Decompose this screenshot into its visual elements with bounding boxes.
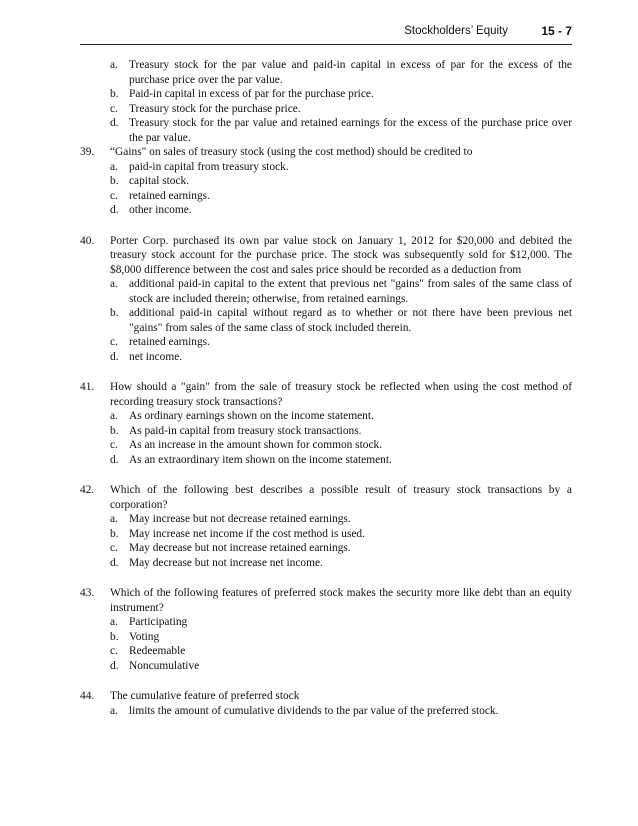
option-letter: d. [110,453,119,466]
question-number: 43. [80,587,95,599]
option-text: As paid-in capital from treasury stock transactions. [129,424,362,437]
option-text: retained earnings. [129,189,210,202]
option-letter: a. [110,616,118,628]
option [110,277,572,306]
section-title: Stockholders’ Equity [404,25,508,37]
option-letter: c. [110,439,118,451]
page-header [80,22,572,45]
question-stem: How should a "gain" from the sale of treasury stock be reflected when using the cost method of recording treasury stock transactions? [110,381,572,408]
option-text: As an extraordinary item shown on the income statement. [129,453,392,466]
option [110,630,572,645]
option [110,409,572,424]
option-letter: a. [110,513,118,525]
option [110,160,572,175]
question-number: 39. [80,146,95,158]
option [110,203,572,218]
option-text: limits the amount of cumulative dividends to the par value of the preferred stock. [129,704,499,717]
continued-options [110,58,572,145]
question-stem: Porter Corp. purchased its own par value stock on January 1, 2012 for $20,000 and debited the treasury stock account for the purchase price. The stock was subsequently sold for $12,000. The $8,000 difference between the cost and sales price should be recorded as a deduction from [110,234,572,276]
question-stem: The cumulative feature of preferred stock [110,690,300,702]
question-stem: Which of the following features of preferred stock makes the security more like debt than an equity instrument? [110,587,572,614]
option [110,453,572,468]
option-text: May decrease but not increase retained earnings. [129,542,351,554]
option [110,527,572,542]
option [110,306,572,335]
option [110,659,572,674]
question [80,483,572,570]
option-text: capital stock. [129,175,190,187]
option-text: Noncumulative [129,659,200,672]
option [110,438,572,453]
question-number: 44. [80,690,95,702]
option [110,87,572,102]
option-letter: c. [110,542,118,554]
option-letter: a. [110,59,118,71]
option [110,704,572,719]
option-text: May increase but not decrease retained earnings. [129,513,351,525]
option-letter: a. [110,704,118,717]
option-text: Treasury stock for the par value and paid-in capital in excess of par for the excess of the purchase price over the par value. [129,59,572,86]
question-stem: Which of the following best describes a possible result of treasury stock transactions by a corporation? [110,484,572,511]
question [80,380,572,467]
option [110,189,572,204]
option-text: other income. [129,204,192,216]
option-letter: b. [110,630,119,643]
page-content [80,58,572,734]
option-letter: b. [110,307,119,319]
question-list [80,145,572,718]
question [80,145,572,218]
option-text: May decrease but not increase net income. [129,556,323,569]
question-number: 40. [80,234,95,247]
option [110,335,572,350]
option-text: As an increase in the amount shown for common stock. [129,439,383,451]
page-number: 15 - 7 [541,24,572,38]
option-text: Paid-in capital in excess of par for the purchase price. [129,88,374,100]
option-text: Voting [129,630,160,643]
option-letter: d. [110,117,119,129]
option-letter: d. [110,350,119,363]
question [80,586,572,673]
option-text: May increase net income if the cost method is used. [129,527,365,540]
option-text: Redeemable [129,645,186,657]
option [110,556,572,571]
option-letter: b. [110,88,119,100]
option-letter: c. [110,336,118,348]
option [110,116,572,145]
option-letter: a. [110,278,118,290]
option-letter: c. [110,645,118,657]
option-letter: b. [110,424,119,437]
option-text: additional paid-in capital without regard as to whether or not there have been previous net "gains" from sales of the same class of stock included therein. [129,307,572,334]
option-letter: c. [110,102,118,115]
option [110,58,572,87]
option-letter: c. [110,189,118,202]
option-text: As ordinary earnings shown on the income statement. [129,410,374,422]
question-number: 42. [80,484,95,496]
option [110,424,572,439]
option [110,644,572,659]
question-number: 41. [80,381,95,393]
option-letter: d. [110,659,119,672]
option [110,615,572,630]
option [110,350,572,365]
question [80,234,572,365]
option-letter: b. [110,527,119,540]
option-text: paid-in capital from treasury stock. [129,160,289,173]
option [110,541,572,556]
question [80,689,572,718]
option-text: Treasury stock for the par value and retained earnings for the excess of the purchase price over the par value. [129,117,572,144]
option-letter: b. [110,175,119,187]
option-text: net income. [129,350,183,363]
option-letter: a. [110,410,118,422]
option-text: Treasury stock for the purchase price. [129,102,301,115]
option-letter: d. [110,556,119,569]
option-text: Participating [129,616,188,628]
option [110,102,572,117]
option [110,174,572,189]
option [110,512,572,527]
question-stem: “Gains" on sales of treasury stock (using the cost method) should be credited to [110,146,473,158]
option-text: retained earnings. [129,336,210,348]
option-letter: a. [110,160,118,173]
option-text: additional paid-in capital to the extent that previous net "gains" from sales of the same class of stock are included therein; otherwise, from retained earnings. [129,278,572,305]
option-letter: d. [110,204,119,216]
